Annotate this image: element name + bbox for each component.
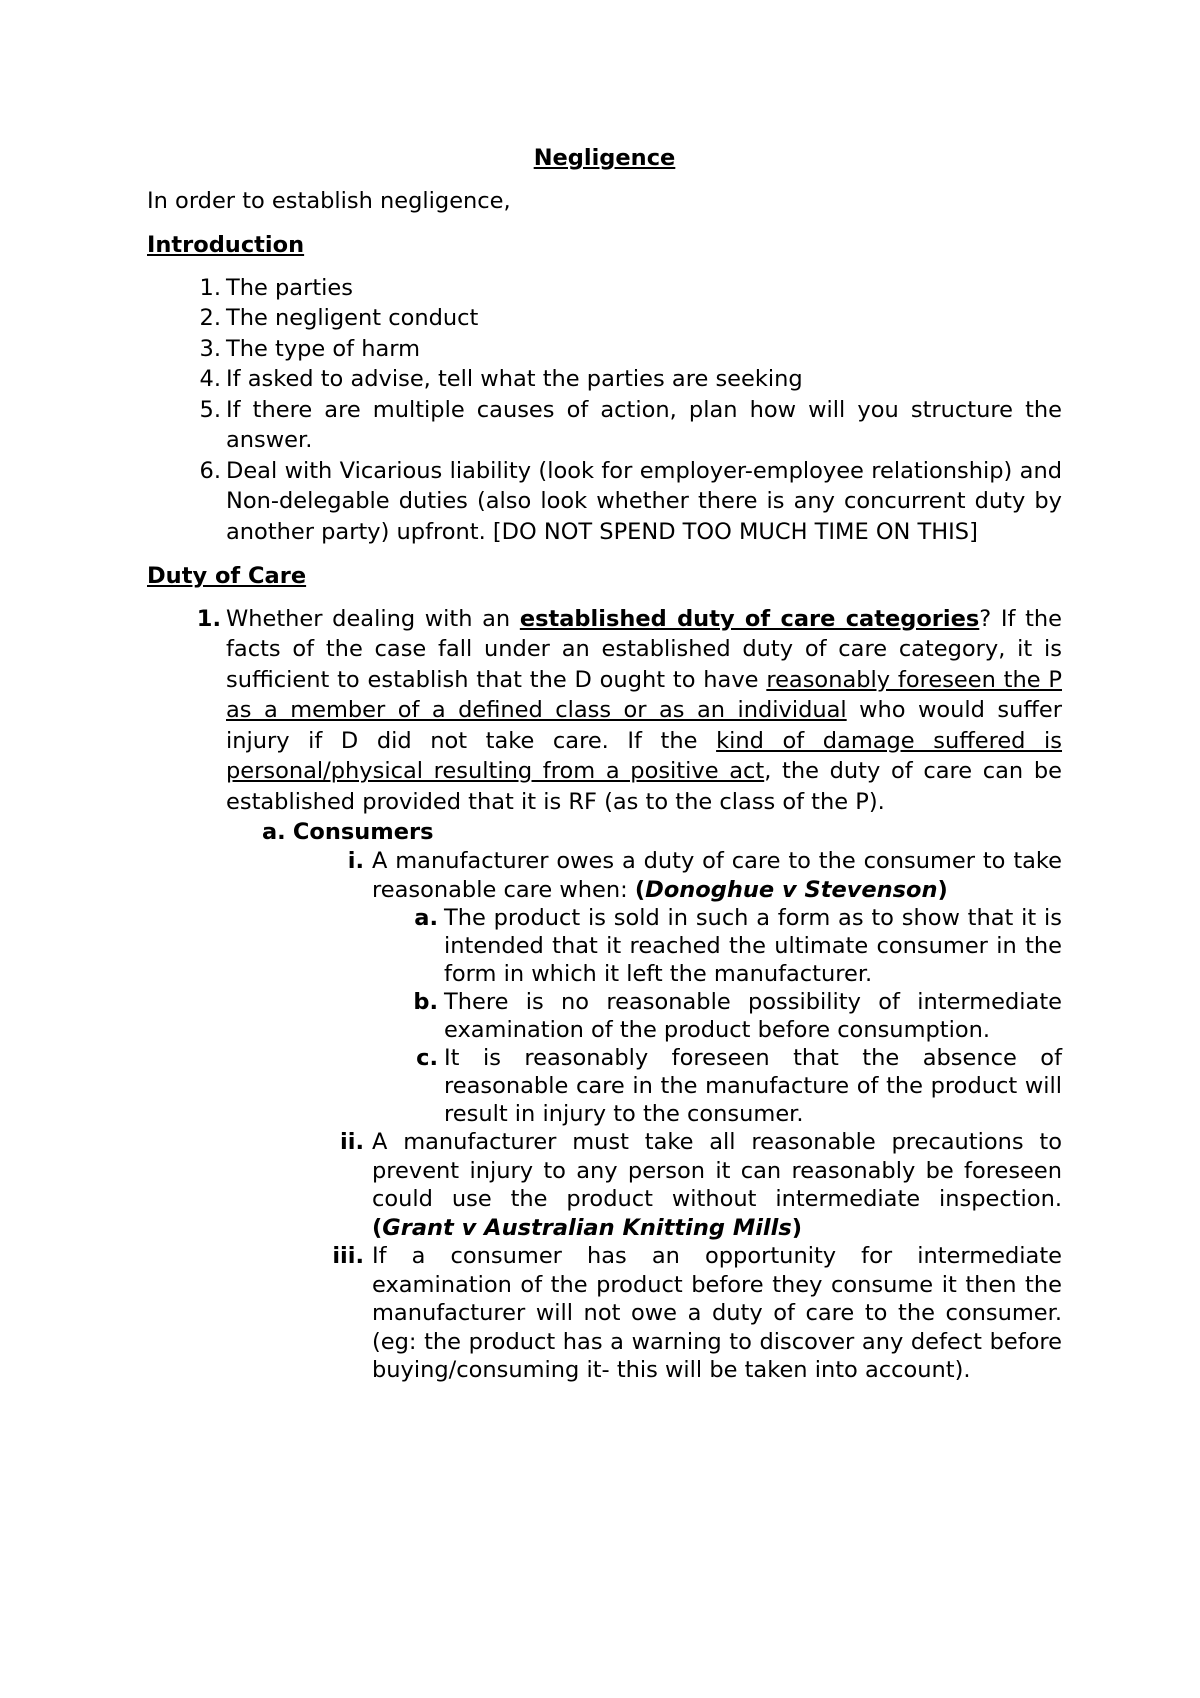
case-paren: (	[372, 1214, 383, 1241]
list-text: The type of harm	[226, 335, 421, 362]
alpha-label: a.	[414, 905, 438, 931]
text-run: A manufacturer owes a duty of care to the consumer to take reasonable care when:	[372, 848, 1062, 903]
text-run: , the duty of care can be established provided that it is RF (as to the class of the P).	[226, 758, 1062, 815]
consumers-title: Consumers	[292, 819, 434, 845]
list-text: The negligent conduct	[226, 305, 479, 331]
list-item	[147, 334, 1062, 365]
consumers-list	[332, 847, 1062, 1385]
list-item	[147, 303, 1062, 334]
alpha-item	[414, 904, 1062, 988]
text-run: Whether dealing with an	[226, 605, 520, 632]
conditions-list	[413, 904, 1062, 1128]
text-run: If a consumer has an opportunity for intermediate examination of the product before they consume it then the manufacturer will not owe a duty of care to the consumer. (eg: the product has a warning to discover any defect before buying/consuming it- this will be taken into account).	[372, 1243, 1062, 1383]
introduction-list	[147, 273, 1062, 548]
duty-of-care-heading: Duty of Care	[147, 563, 307, 589]
roman-item-i	[347, 847, 1062, 1128]
underlined-phrase: kind of damage suffered is personal/physical resulting from a positive act	[226, 727, 1063, 784]
text-run: who would suffer injury if D did not take care. If the	[226, 697, 1062, 754]
alpha-item	[416, 1044, 1062, 1128]
sub-label: a.	[262, 819, 286, 845]
list-text: The parties	[226, 274, 353, 301]
text-run: ? If the facts of the case fall under an established duty of care category, it is sufficient to establish that the D ought to have	[226, 605, 1062, 693]
alpha-text: It is reasonably foreseen that the absence of reasonable care in the manufacture of the product will result in injury to the consumer.	[444, 1045, 1062, 1127]
document-title: Negligence	[533, 145, 676, 171]
consumers-subheading	[262, 817, 1062, 847]
alpha-label: b.	[413, 989, 438, 1015]
list-item	[147, 395, 1062, 456]
list-number: 1.	[196, 605, 221, 632]
list-text: If there are multiple causes of action, plan how will you structure the answer.	[226, 396, 1062, 453]
case-paren: )	[937, 876, 948, 903]
roman-number: i.	[347, 848, 364, 874]
duty-item-1	[147, 604, 1062, 1385]
duty-of-care-list	[147, 604, 1062, 1385]
text-run: A manufacturer must take all reasonable precautions to prevent injury to any person it can reasonably be foreseen could use the product without intermediate inspection.	[372, 1129, 1062, 1212]
established-categories-phrase: established duty of care categories	[519, 605, 980, 632]
case-paren: )	[791, 1214, 803, 1241]
underlined-phrase: reasonably foreseen the P as a member of a defined class or as an individual	[226, 666, 1062, 723]
list-number: 3.	[199, 335, 221, 362]
list-item	[147, 364, 1062, 395]
list-number: 2.	[199, 305, 221, 331]
list-number: 1.	[199, 274, 221, 301]
list-number: 5.	[199, 396, 221, 423]
alpha-label: c.	[416, 1045, 438, 1071]
case-paren: (	[634, 876, 646, 903]
alpha-text: The product is sold in such a form as to show that it is intended that it reached the ultimate consumer in the form in which it left the manufacturer.	[444, 905, 1062, 987]
list-number: 4.	[199, 366, 221, 392]
list-item	[147, 273, 1062, 304]
roman-number: iii.	[332, 1243, 364, 1269]
roman-item-iii	[332, 1242, 1062, 1385]
intro-line: In order to establish negligence,	[147, 187, 511, 214]
list-text: Deal with Vicarious liability (look for employer-employee relationship) and Non-delegable duties (also look whether there is any concurrent duty by another party) upfront. [DO NOT SPEND TOO MUCH TIME ON THIS]	[226, 457, 1062, 545]
case-name: Donoghue v Stevenson	[645, 876, 938, 903]
introduction-heading: Introduction	[147, 232, 305, 258]
list-item	[147, 456, 1062, 548]
alpha-text: There is no reasonable possibility of intermediate examination of the product before consumption.	[444, 989, 1062, 1043]
roman-item-ii	[340, 1128, 1062, 1242]
list-text: If asked to advise, tell what the parties are seeking	[226, 366, 803, 392]
case-name: Grant v Australian Knitting Mills	[382, 1214, 792, 1241]
roman-number: ii.	[340, 1129, 364, 1155]
list-number: 6.	[199, 457, 221, 484]
alpha-item	[413, 988, 1062, 1044]
